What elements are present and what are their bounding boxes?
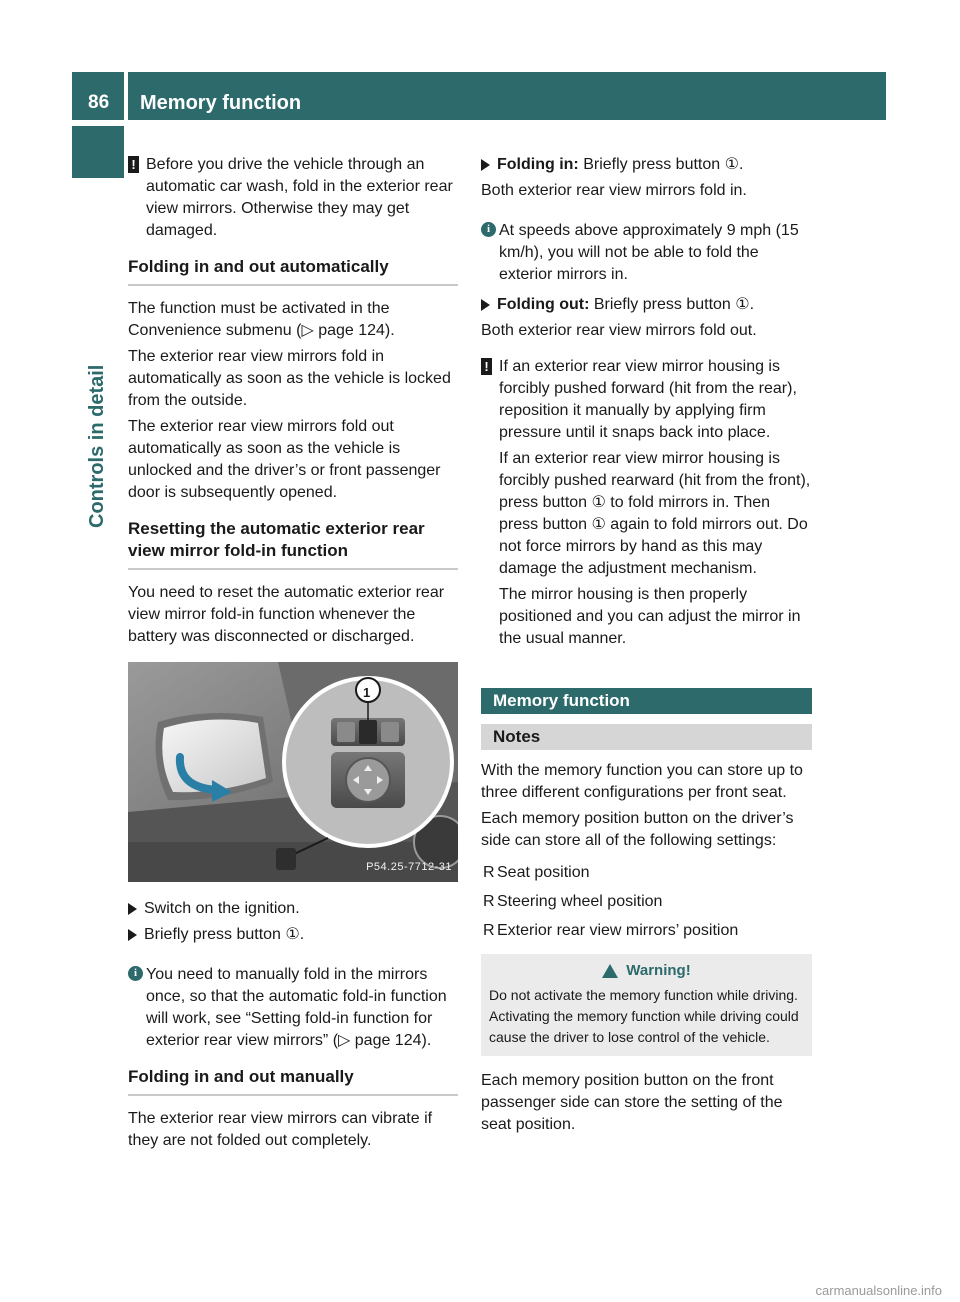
info-icon: i [481,222,496,237]
side-label: Controls in detail [86,364,108,528]
step-arrow-icon [481,299,490,311]
paragraph: Each memory position button on the front passenger side can store the setting of the seat position. [481,1072,783,1133]
info-note-manual-fold [128,964,458,1052]
bullet-icon: R [483,893,495,910]
side-tab [72,126,124,178]
paragraph: The exterior rear view mirrors fold in automatically as soon as the vehicle is locked from the outside. [128,348,451,409]
figure-code: P54.25-7712-31 [366,861,452,873]
step-text: Briefly press button ①. [144,926,305,943]
step-label: Folding out: [497,296,590,313]
exclamation-icon: ! [481,358,492,375]
step-text: Switch on the ignition. [144,900,300,917]
list-item [481,862,812,884]
spacer [481,206,812,220]
page-number-box [72,72,124,120]
warning-text: If an exterior rear view mirror housing is forcibly pushed forward (hit from the rear), reposition it manually by applying firm pressure until it snaps back into place. [499,358,797,441]
header-bar [128,72,886,120]
step-arrow-icon [128,929,137,941]
warning-box-title: Warning! [626,962,691,979]
list-item [481,891,812,913]
step-press-button [128,924,458,946]
warning-box [481,954,812,1056]
left-column [128,154,458,1156]
list-item-text: Steering wheel position [497,893,663,910]
info-icon: i [128,966,143,981]
list-item-text: Seat position [497,864,590,881]
section-title: Memory function [481,688,812,714]
heading-fold-auto: Folding in and out automatically [128,256,458,286]
mirror-switch-figure [128,662,458,882]
paragraph: With the memory function you can store up to three different configurations per front seat. [481,762,803,801]
exclamation-icon: ! [128,156,139,173]
spacer [128,950,458,964]
step-text: Briefly press button ①. [589,296,755,313]
page-number: 86 [88,92,110,113]
warning-box-header [489,960,804,981]
list-item [481,920,812,942]
list-item-text: Exterior rear view mirrors’ position [497,922,739,939]
step-label: Folding in: [497,156,579,173]
step-folding-in [481,154,812,176]
step-result: Both exterior rear view mirrors fold out. [481,322,757,339]
figure-callout-number: 1 [363,685,371,700]
paragraph: You need to reset the automatic exterior rear view mirror fold-in function whenever the battery was disconnected or discharged. [128,584,445,645]
spacer [481,286,812,294]
info-text: You need to manually fold in the mirrors once, so that the automatic fold-in function will work, see “Setting fold-in function for exterior rear view mirrors” (▷ page 124). [146,966,447,1049]
heading-reset: Resetting the automatic exterior rear view mirror fold-in function [128,518,458,570]
paragraph: The function must be activated in the Convenience submenu (▷ page 124). [128,300,395,339]
bullet-icon: R [483,864,495,881]
info-text: At speeds above approximately 9 mph (15 km/h), you will not be able to fold the exterior mirrors in. [499,222,799,283]
page-title: Memory function [140,92,302,114]
warning-text: The mirror housing is then properly positioned and you can adjust the mirror in the usual manner. [499,586,801,647]
step-arrow-icon [128,903,137,915]
step-text: Briefly press button ①. [578,156,744,173]
heading-fold-manual: Folding in and out manually [128,1066,458,1096]
paragraph: Each memory position button on the driver’s side can store all of the following settings: [481,810,794,849]
warning-text: If an exterior rear view mirror housing is forcibly pushed rearward (hit from the front), press button ① to fold mirrors in. Then press button ① again to fold mirrors out. Do not force mirrors by hand as this may damage the adjustment mechanism. [499,450,811,577]
warning-box-text: Do not activate the memory function while driving. Activating the memory function while driving could cause the driver to lose control of the vehicle. [489,987,799,1045]
warning-note-housing [481,356,812,650]
warning-note-carwash [128,154,458,242]
mirror-illustration-icon [128,662,458,882]
warning-text: Before you drive the vehicle through an automatic car wash, fold in the exterior rear view mirrors. Otherwise they may get damaged. [146,156,453,239]
spacer [481,346,812,356]
subsection-title: Notes [481,724,812,750]
warning-triangle-icon [602,964,618,978]
step-arrow-icon [481,159,490,171]
side-label-wrap [74,188,122,528]
step-result: Both exterior rear view mirrors fold in. [481,182,747,199]
step-folding-out [481,294,812,316]
paragraph: The exterior rear view mirrors fold out automatically as soon as the vehicle is unlocked and the driver’s or front passenger door is subsequently opened. [128,418,441,501]
right-column [481,154,812,1140]
bullet-icon: R [483,922,495,939]
paragraph: The exterior rear view mirrors can vibrate if they are not folded out completely. [128,1110,433,1149]
footer-watermark: carmanualsonline.info [815,1283,942,1298]
info-note-speed [481,220,812,286]
step-ignition [128,898,458,920]
